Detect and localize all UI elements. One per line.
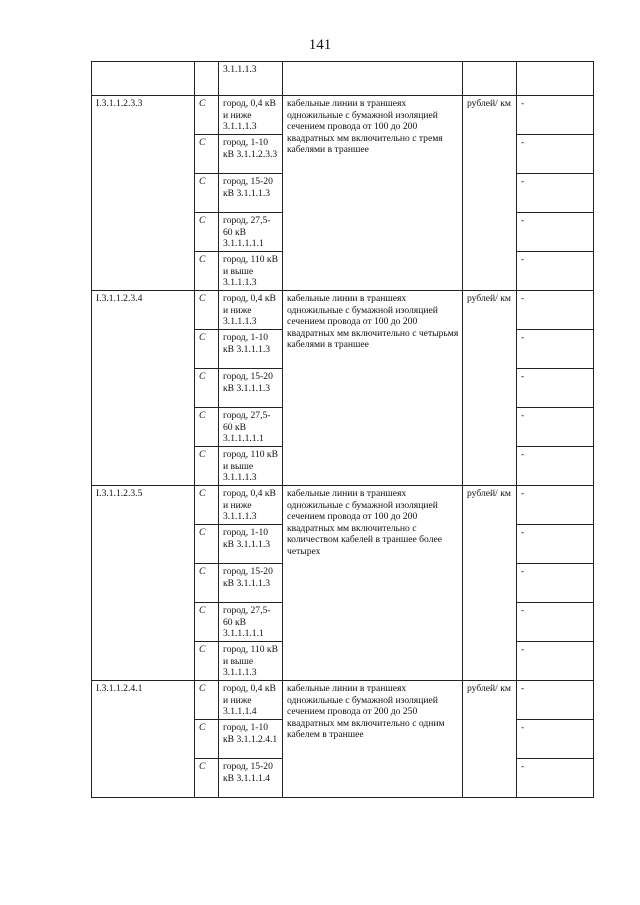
- value-cell: -: [517, 759, 594, 798]
- table-row: [92, 681, 594, 720]
- value-cell: -: [517, 486, 594, 525]
- value-cell: -: [517, 291, 594, 330]
- value-cell: -: [517, 369, 594, 408]
- unit-cell: рублей/ км: [463, 291, 517, 486]
- table-body: [92, 62, 594, 798]
- code-cell: I.3.1.1.2.3.3: [92, 96, 195, 291]
- voltage-cell: город, 15-20 кВ 3.1.1.1.4: [219, 759, 283, 798]
- voltage-cell: 3.1.1.1.3: [219, 62, 283, 96]
- voltage-cell: город, 15-20 кВ 3.1.1.1.3: [219, 369, 283, 408]
- voltage-cell: город, 27,5-60 кВ 3.1.1.1.1.1: [219, 213, 283, 252]
- unit-cell: рублей/ км: [463, 486, 517, 681]
- description-cell: кабельные линии в траншеях одножильные с бумажной изоляцией сечением провода от 100 до 200 квадратных мм включительно с количеством кабелей в траншее более четырех: [283, 486, 463, 681]
- voltage-cell: город, 1-10 кВ 3.1.1.2.4.1: [219, 720, 283, 759]
- table-row: [92, 486, 594, 525]
- value-cell: -: [517, 96, 594, 135]
- voltage-cell: город, 110 кВ и выше 3.1.1.1.3: [219, 642, 283, 681]
- letter-cell: C: [195, 369, 219, 408]
- value-cell: -: [517, 564, 594, 603]
- voltage-cell: город, 0,4 кВ и ниже 3.1.1.1.3: [219, 291, 283, 330]
- letter-cell: C: [195, 642, 219, 681]
- value-cell: -: [517, 213, 594, 252]
- voltage-cell: город, 1-10 кВ 3.1.1.2.3.3: [219, 135, 283, 174]
- description-cell: [283, 62, 463, 96]
- value-cell: [517, 62, 594, 96]
- value-cell: -: [517, 330, 594, 369]
- letter-cell: C: [195, 96, 219, 135]
- letter-cell: C: [195, 447, 219, 486]
- table-row: [92, 96, 594, 135]
- voltage-cell: город, 15-20 кВ 3.1.1.1.3: [219, 564, 283, 603]
- description-cell: кабельные линии в траншеях одножильные с бумажной изоляцией сечением провода от 100 до 200 квадратных мм включительно с тремя кабелями в траншее: [283, 96, 463, 291]
- letter-cell: C: [195, 720, 219, 759]
- unit-cell: [463, 62, 517, 96]
- page-number: 141: [308, 37, 332, 53]
- letter-cell: C: [195, 213, 219, 252]
- table-row: [92, 291, 594, 330]
- value-cell: -: [517, 525, 594, 564]
- value-cell: -: [517, 603, 594, 642]
- code-cell: [92, 62, 195, 96]
- unit-cell: рублей/ км: [463, 96, 517, 291]
- description-cell: кабельные линии в траншеях одножильные с бумажной изоляцией сечением провода от 100 до 200 квадратных мм включительно с четырьмя кабелями в траншее: [283, 291, 463, 486]
- value-cell: -: [517, 447, 594, 486]
- letter-cell: C: [195, 525, 219, 564]
- letter-cell: C: [195, 135, 219, 174]
- voltage-cell: город, 110 кВ и выше 3.1.1.1.3: [219, 447, 283, 486]
- letter-cell: C: [195, 759, 219, 798]
- voltage-cell: город, 27,5-60 кВ 3.1.1.1.1.1: [219, 603, 283, 642]
- value-cell: -: [517, 135, 594, 174]
- letter-cell: C: [195, 174, 219, 213]
- tariff-table: [91, 61, 594, 798]
- letter-cell: C: [195, 330, 219, 369]
- value-cell: -: [517, 408, 594, 447]
- value-cell: -: [517, 174, 594, 213]
- voltage-cell: город, 0,4 кВ и ниже 3.1.1.1.4: [219, 681, 283, 720]
- letter-cell: C: [195, 603, 219, 642]
- value-cell: -: [517, 681, 594, 720]
- value-cell: -: [517, 642, 594, 681]
- voltage-cell: город, 1-10 кВ 3.1.1.1.3: [219, 525, 283, 564]
- value-cell: -: [517, 720, 594, 759]
- letter-cell: C: [195, 486, 219, 525]
- voltage-cell: город, 1-10 кВ 3.1.1.1.3: [219, 330, 283, 369]
- code-cell: I.3.1.1.2.3.4: [92, 291, 195, 486]
- letter-cell: C: [195, 408, 219, 447]
- letter-cell: C: [195, 291, 219, 330]
- code-cell: I.3.1.1.2.3.5: [92, 486, 195, 681]
- value-cell: -: [517, 252, 594, 291]
- letter-cell: C: [195, 252, 219, 291]
- unit-cell: рублей/ км: [463, 681, 517, 798]
- description-cell: кабельные линии в траншеях одножильные с бумажной изоляцией сечением провода от 200 до 250 квадратных мм включительно с одним кабелем в траншее: [283, 681, 463, 798]
- table-row-continued: [92, 62, 594, 96]
- letter-cell: C: [195, 681, 219, 720]
- voltage-cell: город, 0,4 кВ и ниже 3.1.1.1.3: [219, 96, 283, 135]
- voltage-cell: город, 0,4 кВ и ниже 3.1.1.1.3: [219, 486, 283, 525]
- code-cell: I.3.1.1.2.4.1: [92, 681, 195, 798]
- voltage-cell: город, 27,5-60 кВ 3.1.1.1.1.1: [219, 408, 283, 447]
- voltage-cell: город, 110 кВ и выше 3.1.1.1.3: [219, 252, 283, 291]
- voltage-cell: город, 15-20 кВ 3.1.1.1.3: [219, 174, 283, 213]
- letter-cell: C: [195, 564, 219, 603]
- letter-cell: [195, 62, 219, 96]
